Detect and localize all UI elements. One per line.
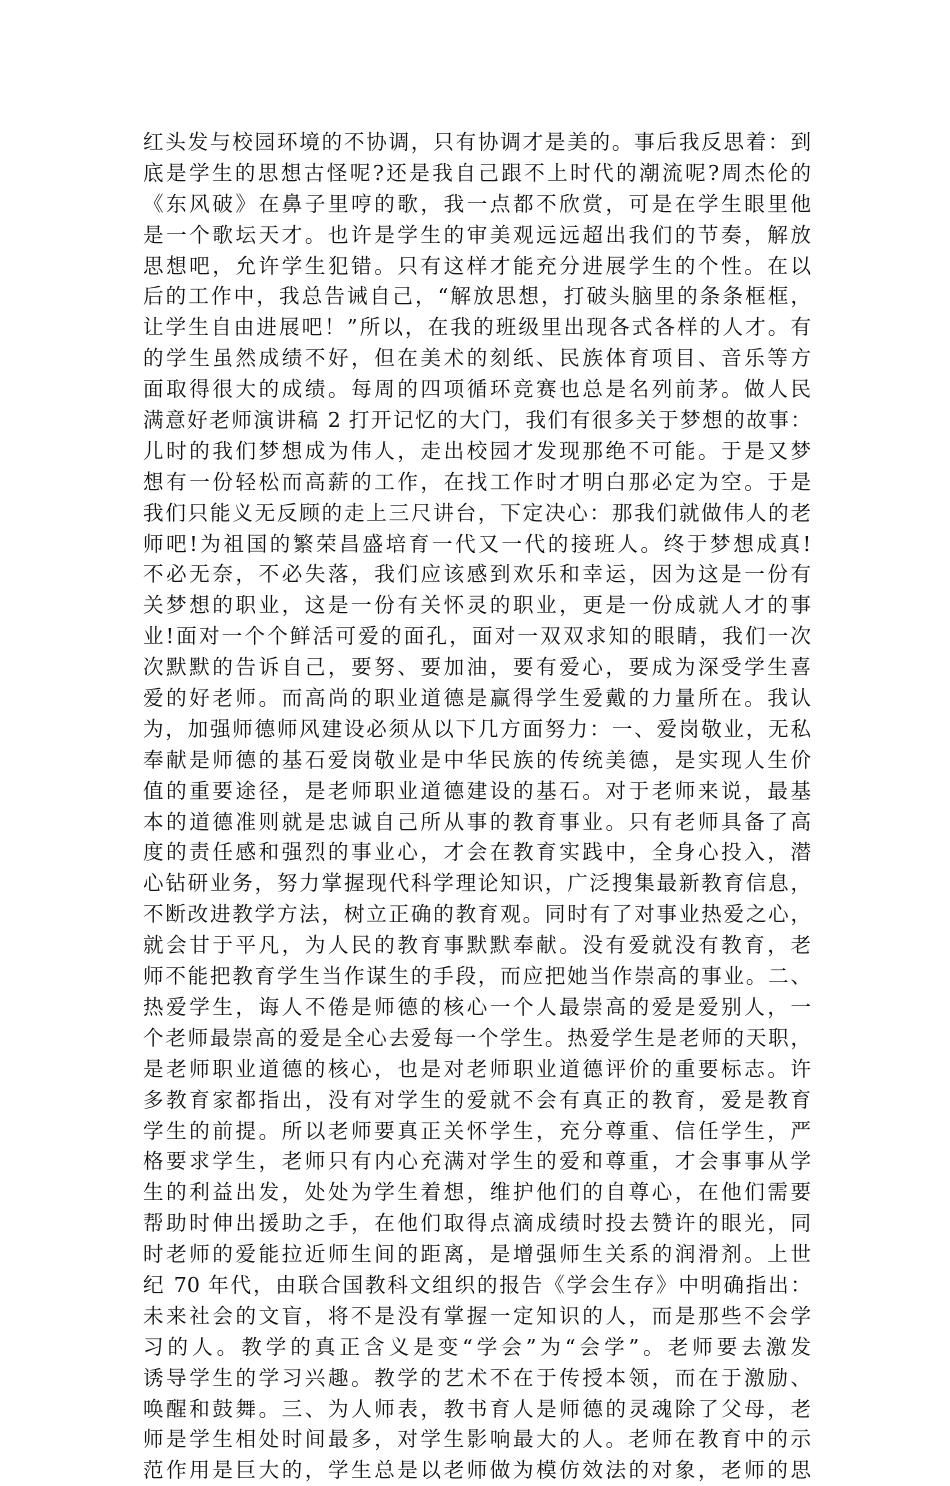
text-line: 思想吧，允许学生犯错。只有这样才能充分进展学生的个性。在以 — [143, 253, 811, 278]
text-line: 诱导学生的学习兴趣。教学的艺术不在于传授本领，而在于激励、 — [143, 1365, 811, 1390]
text-line: 儿时的我们梦想成为伟人，走出校园才发现那绝不可能。于是又梦 — [143, 438, 811, 463]
text-line: 是老师职业道德的核心，也是对老师职业道德评价的重要标志。许 — [143, 1056, 811, 1081]
text-line: 范作用是巨大的，学生总是以老师做为模仿效法的对象，老师的思 — [143, 1458, 811, 1483]
text-line: 多教育家都指出，没有对学生的爱就不会有真正的教育，爱是教育 — [143, 1087, 811, 1112]
text-line: 让学生自由进展吧！”所以，在我的班级里出现各式各样的人才。有 — [143, 315, 811, 340]
text-line: 师是学生相处时间最多，对学生影响最大的人。老师在教育中的示 — [143, 1427, 811, 1452]
text-line: 为，加强师德师风建设必须从以下几方面努力：一、爱岗敬业，无私 — [143, 716, 811, 741]
text-line: 想有一份轻松而高薪的工作，在找工作时才明白那必定为空。于是 — [143, 469, 811, 494]
text-line: 个老师最崇高的爱是全心去爱每一个学生。热爱学生是老师的天职， — [143, 1025, 811, 1050]
text-line: 面取得很大的成绩。每周的四项循环竞赛也总是名列前茅。做人民 — [143, 377, 811, 402]
text-line: 后的工作中，我总告诫自己，“解放思想，打破头脑里的条条框框， — [143, 284, 811, 309]
text-line: 的学生虽然成绩不好，但在美术的刻纸、民族体育项目、音乐等方 — [143, 346, 811, 371]
text-line: 本的道德准则就是忠诚自己所从事的教育事业。只有老师具备了高 — [143, 809, 811, 834]
text-line: 习的人。教学的真正含义是变“学会”为“会学”。老师要去激发 — [143, 1334, 811, 1359]
text-line: 热爱学生，诲人不倦是师德的核心一个人最崇高的爱是爱别人，一 — [143, 994, 811, 1019]
text-line: 学生的前提。所以老师要真正关怀学生，充分尊重、信任学生，严 — [143, 1118, 811, 1143]
text-line: 底是学生的思想古怪呢?还是我自己跟不上时代的潮流呢?周杰伦的 — [143, 160, 811, 185]
text-line: 值的重要途径，是老师职业道德建设的基石。对于老师来说，最基 — [143, 778, 811, 803]
body-text — [143, 127, 811, 1486]
text-line: 业!面对一个个鲜活可爱的面孔，面对一双双求知的眼睛，我们一次 — [143, 624, 811, 649]
text-line: 就会甘于平凡，为人民的教育事默默奉献。没有爱就没有教育，老 — [143, 933, 811, 958]
text-line: 度的责任感和强烈的事业心，才会在教育实践中，全身心投入，潜 — [143, 840, 811, 865]
text-line: 唤醒和鼓舞。三、为人师表，教书育人是师德的灵魂除了父母，老 — [143, 1396, 811, 1421]
text-line: 帮助时伸出援助之手，在他们取得点滴成绩时投去赞许的眼光，同 — [143, 1211, 811, 1236]
text-line: 格要求学生，老师只有内心充满对学生的爱和尊重，才会事事从学 — [143, 1149, 811, 1174]
text-line: 红头发与校园环境的不协调，只有协调才是美的。事后我反思着：到 — [143, 130, 811, 154]
text-line: 关梦想的职业，这是一份有关怀灵的职业，更是一份成就人才的事 — [143, 593, 811, 618]
text-line: 爱的好老师。而高尚的职业道德是赢得学生爱戴的力量所在。我认 — [143, 686, 811, 711]
text-line: 奉献是师德的基石爱岗敬业是中华民族的传统美德，是实现人生价 — [143, 747, 811, 772]
text-line: 满意好老师演讲稿 2 打开记忆的大门，我们有很多关于梦想的故事： — [143, 408, 811, 433]
text-line: 是一个歌坛天才。也许是学生的审美观远远超出我们的节奏，解放 — [143, 222, 811, 247]
text-line: 我们只能义无反顾的走上三尺讲台，下定决心：那我们就做伟人的老 — [143, 500, 811, 525]
text-line: 不必无奈，不必失落，我们应该感到欢乐和幸运，因为这是一份有 — [143, 562, 811, 587]
text-line: 师不能把教育学生当作谋生的手段，而应把她当作崇高的事业。二、 — [143, 964, 811, 989]
text-line: 次默默的告诉自己，要努、要加油，要有爱心，要成为深受学生喜 — [143, 655, 811, 680]
text-line: 未来社会的文盲，将不是没有掌握一定知识的人，而是那些不会学 — [143, 1303, 811, 1328]
text-line: 不断改进教学方法，树立正确的教育观。同时有了对事业热爱之心， — [143, 902, 811, 927]
text-line: 生的利益出发，处处为学生着想，维护他们的自尊心，在他们需要 — [143, 1180, 811, 1205]
text-line: 师吧!为祖国的繁荣昌盛培育一代又一代的接班人。终于梦想成真! — [143, 531, 811, 556]
text-line: 纪 70 年代，由联合国教科文组织的报告《学会生存》中明确指出： — [143, 1272, 811, 1297]
text-line: 时老师的爱能拉近师生间的距离，是增强师生关系的润滑剂。上世 — [143, 1242, 811, 1267]
text-line: 心钻研业务，努力掌握现代科学理论知识，广泛搜集最新教育信息， — [143, 871, 811, 896]
text-line: 《东风破》在鼻子里哼的歌，我一点都不欣赏，可是在学生眼里他 — [143, 191, 811, 216]
